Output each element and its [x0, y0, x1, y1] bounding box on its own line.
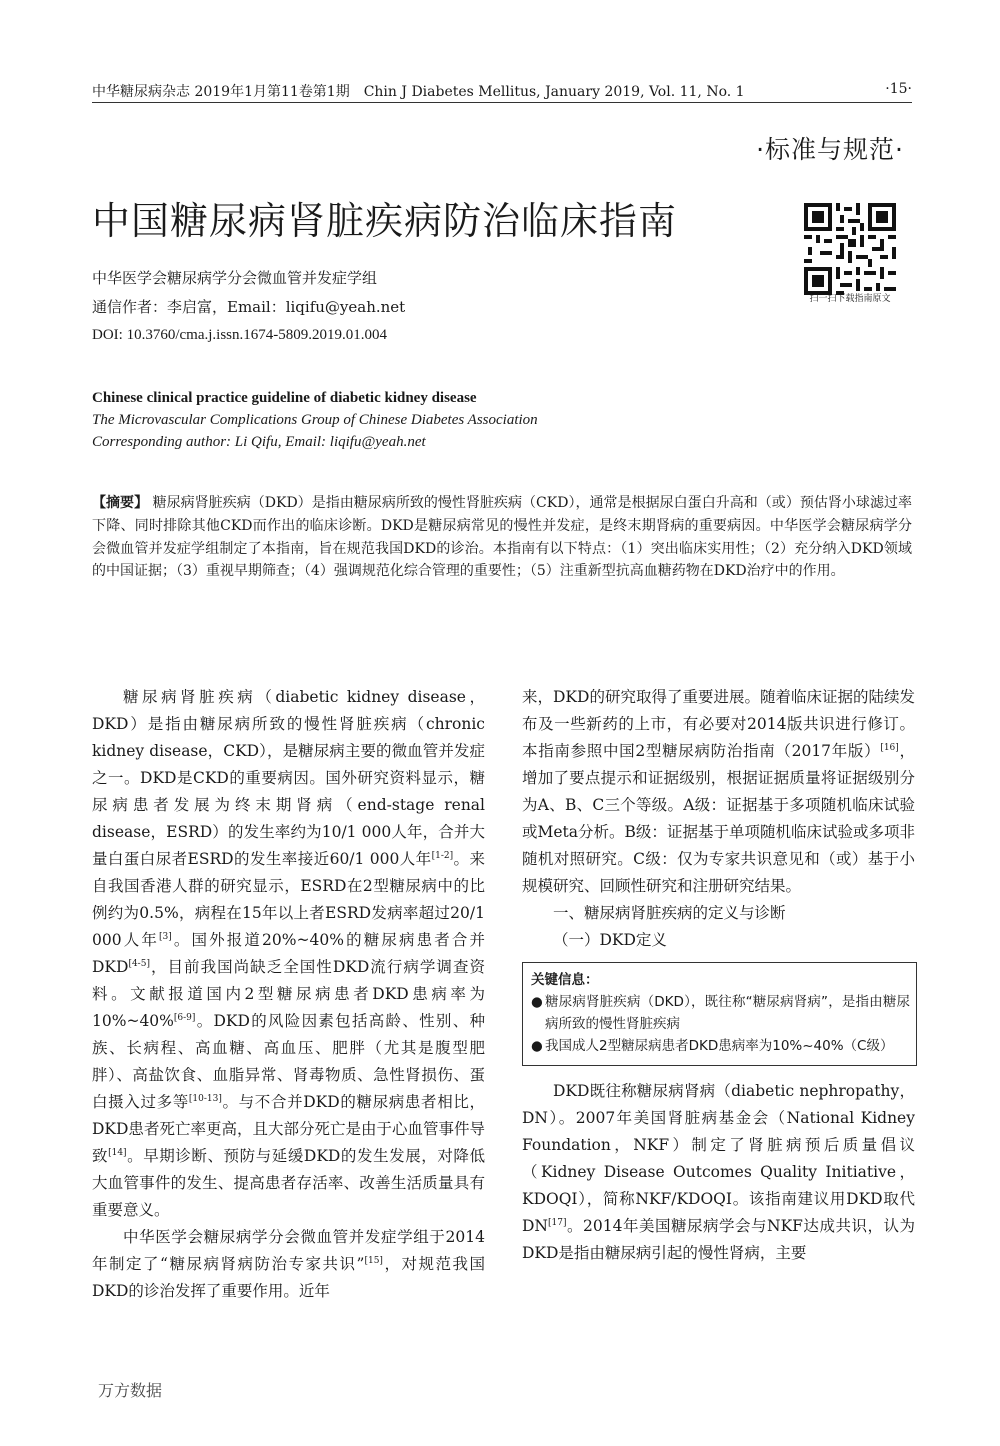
text-run: 。与不合并DKD的糖尿病患者相比，DKD患者死亡率更高，且大部分死亡是由于心血管事件导致 — [92, 1093, 485, 1165]
key-box-item — [531, 1035, 910, 1057]
text-run: 。国外报道20%~40%的糖尿病患者合并DKD — [92, 931, 486, 976]
text-run: 糖尿病肾脏疾病（diabetic kidney disease，DKD）是指由糖尿病所致的慢性肾脏疾病（chronic kidney disease，CKD），是糖尿病主要的微血管并发症之一。DKD是CKD的重要病因。国外研究资料显示，糖尿病患者发展为终末期肾病（end-stage renal disease，ESRD）的发生率约为10/1 000人年，合并大量白蛋白尿者ESRD的发生率接近60/1 000人年 — [92, 688, 485, 868]
citation-ref: [17] — [548, 1217, 567, 1228]
paragraph — [522, 1078, 915, 1267]
citation-ref: [14] — [108, 1147, 127, 1158]
abstract — [92, 492, 912, 583]
subsection-heading: （一）DKD定义 — [553, 931, 667, 949]
section-heading: 一、糖尿病肾脏疾病的定义与诊断 — [553, 904, 786, 922]
qr-caption: 扫一扫下载指南原文 — [809, 294, 891, 304]
text-run: 。2014年美国糖尿病学会与NKF达成共识，认为DKD是指由糖尿病引起的慢性肾病，主要 — [522, 1217, 915, 1262]
english-title: Chinese clinical practice guideline of diabetic kidney disease — [92, 390, 477, 406]
text-run: 。来自我国香港人群的研究显示，ESRD在2型糖尿病中的比例约为0.5%，病程在15年以上者ESRD发病率超过20/1 000人年 — [92, 850, 485, 949]
citation-ref: [16] — [880, 742, 899, 753]
abstract-label: 【摘要】 — [92, 495, 149, 511]
english-corresponding-author: Corresponding author: Li Qifu, Email: liqifu@yeah.net — [92, 434, 426, 450]
citation-ref: [4-5] — [128, 958, 150, 969]
abstract-text: 糖尿病肾脏疾病（DKD）是指由糖尿病所致的慢性肾脏疾病（CKD），通常是根据尿白蛋白升高和（或）预估肾小球滤过率下降、同时排除其他CKD而作出的临床诊断。DKD是糖尿病常见的慢性并发症，是终末期肾病的重要病因。中华医学会糖尿病学分会微血管并发症学组制定了本指南，旨在规范我国DKD的诊治。本指南有以下特点：（1）突出临床实用性；（2）充分纳入DKD领域的中国证据；（3）重视早期筛查；（4）强调规范化综合管理的重要性；（5）注重新型抗高血糖药物在DKD治疗中的作用。 — [92, 495, 913, 580]
text-run: ，目前我国尚缺乏全国性DKD流行病学调查资料。文献报道国内2型糖尿病患者DKD患病率为10%~40% — [92, 958, 485, 1030]
text-run: ，增加了要点提示和证据级别，根据证据质量将证据级别分为A、B、C三个等级。A级：证据基于多项随机临床试验或Meta分析。B级：证据基于单项随机临床试验或多项非随机对照研究。C级：仅为专家共识意见和（或）基于小规模研究、回顾性研究和注册研究结果。 — [522, 742, 915, 895]
paragraph — [92, 684, 485, 1224]
english-author-group: The Microvascular Complications Group of Chinese Diabetes Association — [92, 412, 538, 428]
page-number: ·15· — [885, 81, 912, 97]
citation-ref: [1-2] — [431, 850, 454, 861]
text-run: 。DKD的风险因素包括高龄、性别、种族、长病程、高血糖、高血压、肥胖（尤其是腹型肥胖）、高盐饮食、血脂异常、肾毒物质、急性肾损伤、蛋白摄入过多等 — [92, 1012, 485, 1111]
text-run: DKD既往称糖尿病肾病（diabetic nephropathy，DN）。2007年美国肾脏病基金会（National Kidney Foundation，NKF）制定了肾脏病预后质量倡议（Kidney Disease Outcomes Quality Initiative，KDOQI），简称NKF/KDOQI。该指南建议用DKD取代DN — [522, 1082, 915, 1235]
citation-ref: [6-9] — [173, 1012, 196, 1023]
key-item-text: 糖尿病肾脏疾病（DKD），既往称“糖尿病肾病”，是指由糖尿病所致的慢性肾脏疾病 — [545, 994, 910, 1032]
text-run: ，对规范我国DKD的诊治发挥了重要作用。近年 — [92, 1255, 485, 1300]
text-run: 。早期诊断、预防与延缓DKD的发生发展，对降低大血管事件的发生、提高患者存活率、改善生活质量具有重要意义。 — [92, 1147, 485, 1219]
section-label: ·标准与规范· — [756, 135, 904, 164]
qr-code-icon[interactable] — [804, 203, 896, 295]
citation-ref: [15] — [364, 1255, 383, 1266]
running-header — [92, 78, 912, 102]
bullet-icon: ● — [531, 994, 543, 1010]
doi[interactable]: DOI: 10.3760/cma.j.issn.1674-5809.2019.01.004 — [92, 327, 387, 343]
key-box-item — [531, 991, 910, 1035]
paragraph — [92, 1224, 485, 1305]
journal-citation: 中华糖尿病杂志 2019年1月第11卷第1期 Chin J Diabetes Mellitus, January 2019, Vol. 11, No. 1 — [92, 84, 745, 100]
text-run: 中华医学会糖尿病学分会微血管并发症学组于2014年制定了“糖尿病肾病防治专家共识” — [92, 1228, 485, 1273]
citation-ref: [3] — [159, 931, 172, 942]
left-column — [92, 684, 485, 1305]
citation-ref: [10-13] — [188, 1093, 222, 1104]
key-item-text: 我国成人2型糖尿病患者DKD患病率为10%~40%（C级） — [545, 1038, 894, 1054]
corresponding-author: 通信作者：李启富，Email：liqifu@yeah.net — [92, 298, 406, 316]
key-box-title: 关键信息： — [531, 972, 599, 988]
bullet-icon: ● — [531, 1038, 543, 1054]
footer-watermark: 万方数据 — [98, 1381, 163, 1400]
right-column — [522, 684, 915, 1267]
paragraph — [522, 684, 915, 900]
author-group: 中华医学会糖尿病学分会微血管并发症学组 — [92, 269, 378, 287]
article-title: 中国糖尿病肾脏疾病防治临床指南 — [92, 199, 678, 243]
header-rule — [92, 102, 912, 103]
key-information-box — [522, 962, 917, 1066]
text-run: 来，DKD的研究取得了重要进展。随着临床证据的陆续发布及一些新药的上市，有必要对2014版共识进行修订。本指南参照中国2型糖尿病防治指南（2017年版） — [522, 688, 915, 760]
